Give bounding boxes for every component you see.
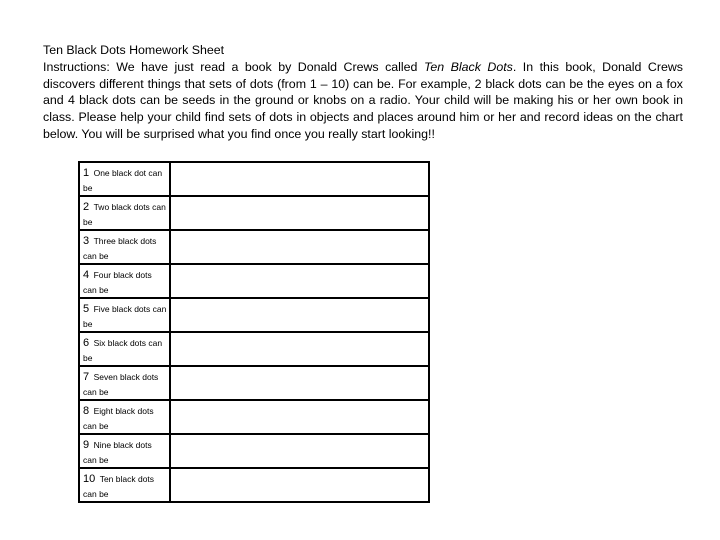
row-label-cell [79,298,170,332]
chart-row [79,162,429,196]
row-label-cell [79,230,170,264]
chart-row [79,400,429,434]
dots-chart [78,161,430,503]
row-label: One black dot can be [83,168,163,193]
record-idea-cell[interactable] [170,264,429,298]
row-label-cell [79,264,170,298]
record-idea-cell[interactable] [170,400,429,434]
row-number: 10 [83,473,96,485]
record-idea-cell[interactable] [170,468,429,502]
row-number: 7 [83,371,90,383]
row-label: Three black dots can be [83,236,157,261]
row-label-cell [79,162,170,196]
instructions-prefix: Instructions: We have just read a book by Donald Crews called [43,59,424,74]
header [43,42,683,143]
row-number: 2 [83,201,90,213]
record-idea-cell[interactable] [170,434,429,468]
row-label: Two black dots can be [83,202,166,227]
instructions-suffix: . In this book, Donald Crews discovers different things that sets of dots (from 1 – 10) can be. For example, 2 black dots can be the eyes on a fox and 4 black dots can be seeds in the ground or knobs on a radio. Your child will be making his or her own book in class. Please help your child find sets of dots in objects and places around him or her and record ideas on the chart below. You will be surprised what you find once you really start looking!! [43,59,684,141]
row-label: Six black dots can be [83,338,163,363]
record-idea-cell[interactable] [170,230,429,264]
row-number: 6 [83,337,90,349]
row-label: Seven black dots can be [83,372,159,397]
row-number: 8 [83,405,90,417]
row-label-cell [79,468,170,502]
record-idea-cell[interactable] [170,162,429,196]
chart-row [79,196,429,230]
page-title: Ten Black Dots Homework Sheet [43,43,225,57]
chart-row [79,434,429,468]
row-label-cell [79,196,170,230]
row-label: Eight black dots can be [83,406,154,431]
row-label-cell [79,366,170,400]
chart-row [79,230,429,264]
record-idea-cell[interactable] [170,196,429,230]
row-label-cell [79,434,170,468]
record-idea-cell[interactable] [170,332,429,366]
chart-body [79,162,429,502]
row-number: 4 [83,269,90,281]
record-idea-cell[interactable] [170,366,429,400]
row-label: Ten black dots can be [83,474,155,499]
row-number: 3 [83,235,90,247]
row-label: Nine black dots can be [83,440,152,465]
chart-row [79,366,429,400]
chart-row [79,332,429,366]
chart-row [79,298,429,332]
row-number: 9 [83,439,90,451]
book-title: Ten Black Dots [423,59,513,74]
chart-row [79,264,429,298]
row-number: 5 [83,303,90,315]
row-label-cell [79,332,170,366]
row-number: 1 [83,167,90,179]
record-idea-cell[interactable] [170,298,429,332]
row-label-cell [79,400,170,434]
row-label: Four black dots can be [83,270,152,295]
chart-row [79,468,429,502]
instructions-paragraph [43,59,683,143]
row-label: Five black dots can be [83,304,167,329]
